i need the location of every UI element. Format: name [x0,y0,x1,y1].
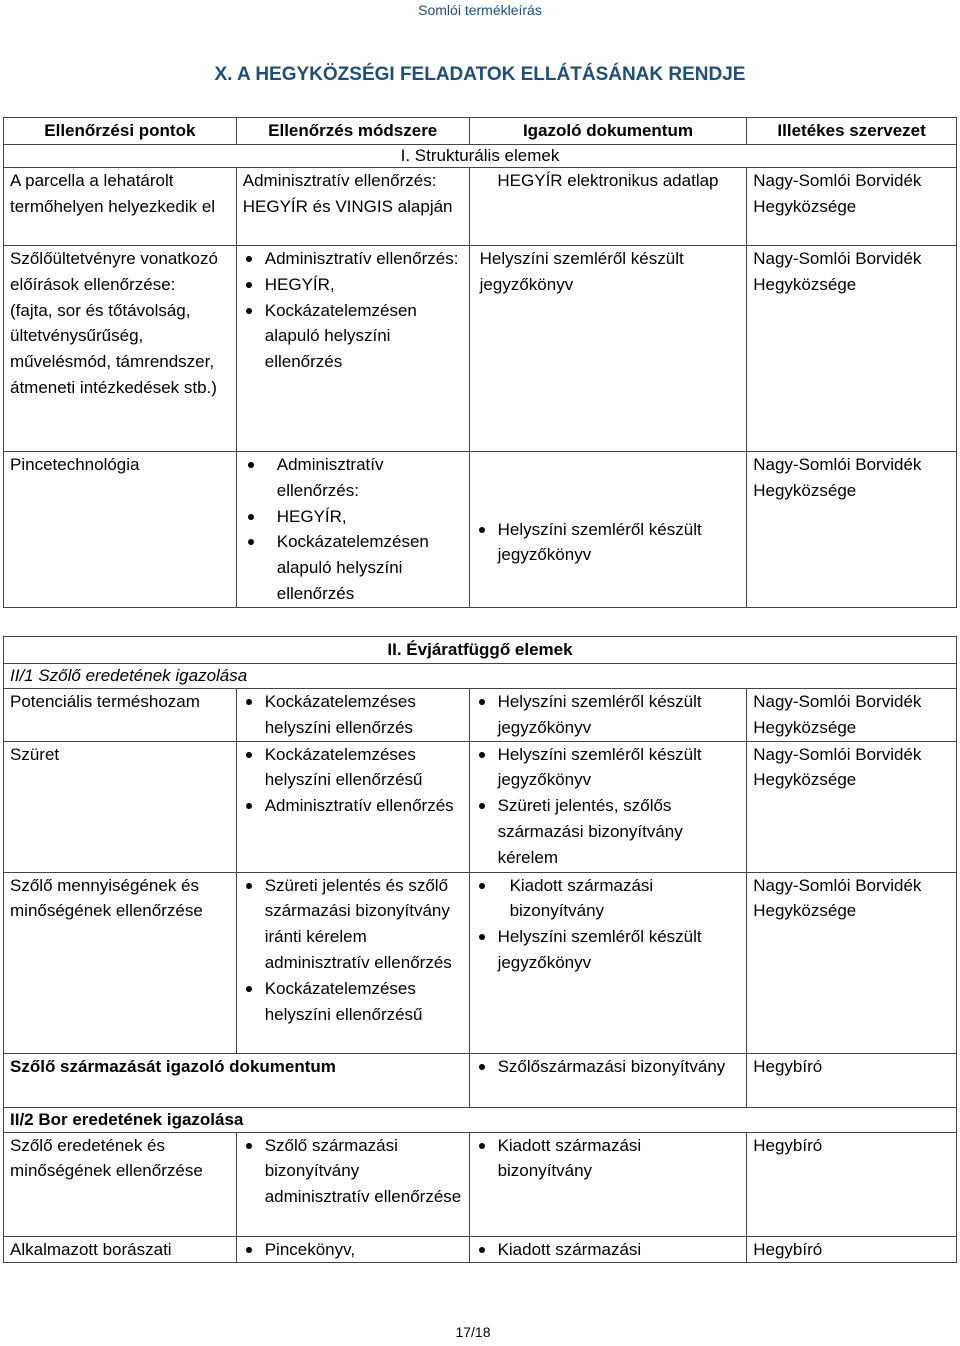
control-point: A parcella a lehatárolt termőhelyen helyezkedik el [4,168,237,246]
list-item: Kockázatelemzéses helyszíni ellenőrzésű [243,976,463,1028]
list-item: Kockázatelemzésen alapuló helyszíni ellenőrzés [243,529,463,606]
supporting-document [469,872,747,1053]
list-item: Kockázatelemzéses helyszíni ellenőrzésű [243,742,463,794]
column-header: Ellenőrzés módszere [236,118,469,145]
section-title-row [4,145,957,168]
list-item: Szüreti jelentés és szőlő származási bizonyítvány iránti kérelem adminisztratív ellenőrzés [243,873,463,976]
list-item: Helyszíni szemléről készült jegyzőkönyv [476,924,741,976]
control-method [236,741,469,872]
responsible-organization: Hegybíró [747,1053,957,1107]
responsible-organization: Nagy-Somlói Borvidék Hegyközsége [747,452,957,608]
control-point: Szőlő mennyiségének és minőségének ellenőrzése [4,872,237,1053]
list-item: Szőlőszármazási bizonyítvány [476,1054,741,1080]
responsible-organization: Nagy-Somlói Borvidék Hegyközsége [747,168,957,246]
subsection-title: II/1 Szőlő eredetének igazolása [4,664,957,689]
section-title: II. Évjáratfüggő elemek [4,637,957,664]
list-item: Kockázatelemzésen alapuló helyszíni ellenőrzés [243,298,463,375]
list-item: Kockázatelemzéses helyszíni ellenőrzés [243,689,463,741]
table-row [4,1132,957,1236]
list-item: Helyszíni szemléről készült jegyzőkönyv [476,742,741,794]
subsection-title: II/2 Bor eredetének igazolása [4,1107,957,1132]
control-point [4,246,237,452]
control-method [236,246,469,452]
control-point: Szüret [4,741,237,872]
control-method: Adminisztratív ellenőrzés: HEGYÍR és VINGIS alapján [236,168,469,246]
table-row [4,168,957,246]
list-item: Kiadott származási bizonyítvány [476,1133,741,1185]
table-row [4,246,957,452]
supporting-document [469,689,747,742]
supporting-document [469,741,747,872]
supporting-document [469,1132,747,1236]
control-point-title: Szőlőültetvényre vonatkozó előírások ellenőrzése: [10,249,218,294]
control-point-detail: (fajta, sor és tőtávolság, ültetvénysűrűség, művelésmód, támrendszer, átmeneti intézkedések stb.) [10,300,217,397]
supporting-document [469,1053,747,1107]
list-item: Szüreti jelentés, szőlős származási bizonyítvány kérelem [476,793,741,870]
responsible-organization: Hegybíró [747,1132,957,1236]
responsible-organization: Nagy-Somlói Borvidék Hegyközsége [747,741,957,872]
page-header: Somlói termékleírás [418,2,542,18]
control-method [236,452,469,608]
column-header: Igazoló dokumentum [469,118,747,145]
column-header: Illetékes szervezet [747,118,957,145]
control-method [236,1236,469,1263]
subsection-row [4,1107,957,1132]
list-item: Adminisztratív ellenőrzés [243,793,463,819]
table-row [4,741,957,872]
list-item: Kiadott származási bizonyítvány [476,873,741,925]
document-text: Helyszíni szemléről készült jegyzőkönyv [479,249,684,294]
page-number: 17/18 [455,1324,491,1340]
list-item: Szőlő származási bizonyítvány adminisztratív ellenőrzése [243,1133,463,1210]
control-point: Alkalmazott borászati [4,1236,237,1263]
table-row [4,452,957,608]
table-row [4,872,957,1053]
subsection-row [4,664,957,689]
control-method [236,1132,469,1236]
table-header-row [4,118,957,145]
control-point: Potenciális terméshozam [4,689,237,742]
table-row [4,1236,957,1263]
list-item: Helyszíni szemléről készült jegyzőkönyv [476,689,741,741]
control-method [236,689,469,742]
supporting-document [469,246,747,452]
vintage-elements-table [3,636,957,1263]
list-item: HEGYÍR, [243,504,463,530]
responsible-organization: Nagy-Somlói Borvidék Hegyközsége [747,689,957,742]
column-header: Ellenőrzési pontok [4,118,237,145]
chapter-title: X. A HEGYKÖZSÉGI FELADATOK ELLÁTÁSÁNAK RENDJE [214,64,746,85]
origin-document-label: Szőlő származását igazoló dokumentum [4,1053,470,1107]
control-point: Pincetechnológia [4,452,237,608]
supporting-document [469,452,747,608]
responsible-organization: Nagy-Somlói Borvidék Hegyközsége [747,246,957,452]
section-title-row [4,637,957,664]
list-item: Pincekönyv, [243,1237,463,1263]
supporting-document: HEGYÍR elektronikus adatlap [469,168,747,246]
list-item: Helyszíni szemléről készült jegyzőkönyv [476,517,741,569]
section-title: I. Strukturális elemek [4,145,957,168]
structural-elements-table [3,117,957,608]
table-row [4,1053,957,1107]
list-item: Adminisztratív ellenőrzés: [243,246,463,272]
list-item: Adminisztratív ellenőrzés: [243,452,463,504]
supporting-document [469,1236,747,1263]
table-row [4,689,957,742]
responsible-organization: Hegybíró [747,1236,957,1263]
list-item: Kiadott származási [476,1237,741,1263]
responsible-organization: Nagy-Somlói Borvidék Hegyközsége [747,872,957,1053]
list-item: HEGYÍR, [243,272,463,298]
control-point: Szőlő eredetének és minőségének ellenőrzése [4,1132,237,1236]
control-method [236,872,469,1053]
